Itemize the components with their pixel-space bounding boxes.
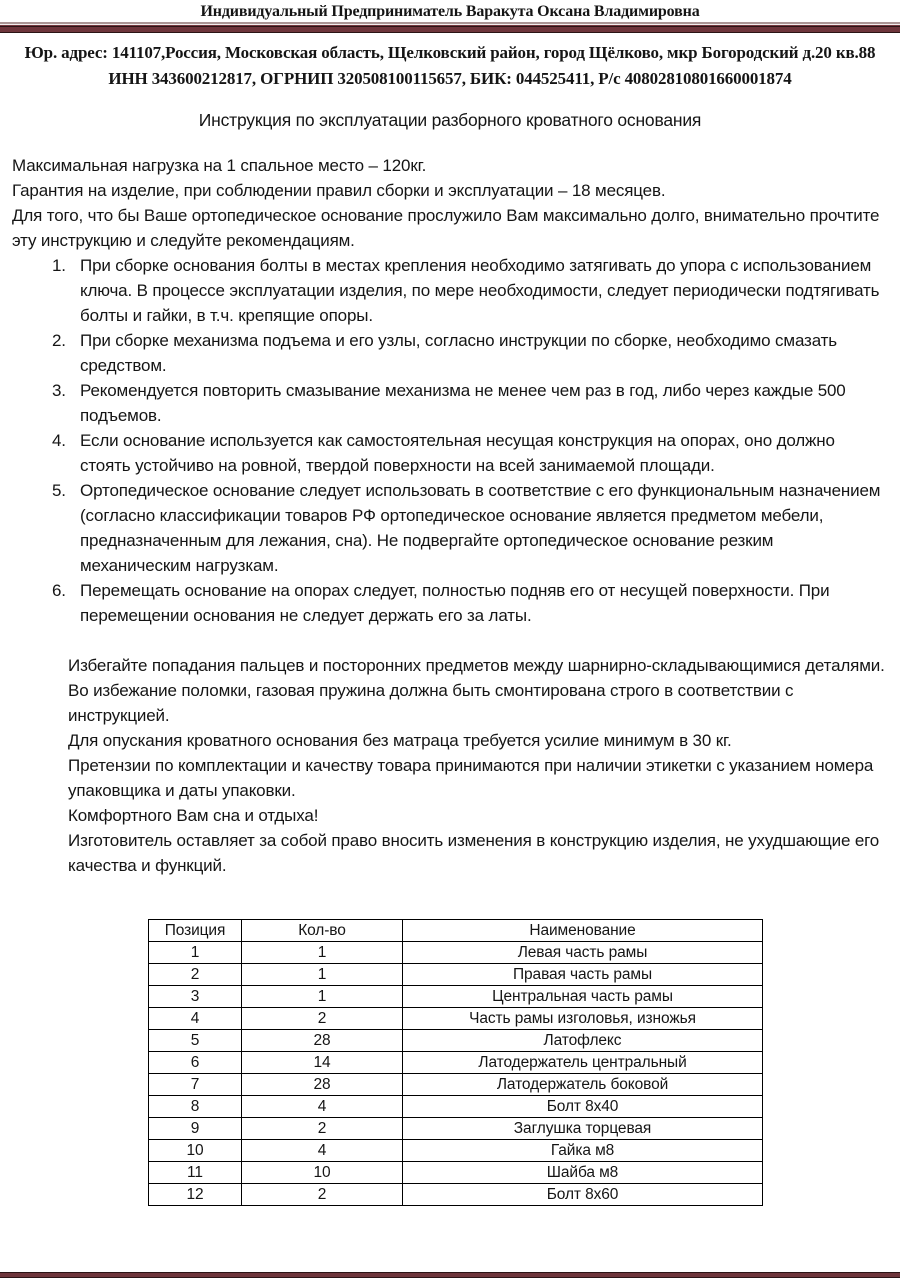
manufacturer-disclaimer: Изготовитель оставляет за собой право вносить изменения в конструкцию изделия, не ухудшающие его качества и функций. <box>68 831 880 875</box>
list-item-text: При сборке основания болты в местах крепления необходимо затягивать до упора с использованием ключа. В процессе эксплуатации изделия, по мере необходимости, следует периодически подтягивать болты и гайки, в т.ч. крепящие опоры. <box>80 256 880 325</box>
intro-max-load: Максимальная нагрузка на 1 спальное место – 120кг. <box>12 156 427 175</box>
org-name: Индивидуальный Предприниматель Варакута Оксана Владимировна <box>200 3 700 20</box>
table-row <box>149 1184 763 1206</box>
cell-name: Болт 8х60 <box>403 1184 763 1206</box>
cell-name: Центральная часть рамы <box>403 986 763 1008</box>
list-item-number: 1. <box>52 256 66 275</box>
column-header-quantity: Кол-во <box>242 920 403 942</box>
list-item <box>12 428 886 478</box>
cell-position: 12 <box>149 1184 242 1206</box>
rules-list <box>12 253 886 628</box>
column-header-name: Наименование <box>403 920 763 942</box>
list-item-number: 5. <box>52 481 66 500</box>
cell-quantity: 2 <box>242 1008 403 1030</box>
cell-position: 4 <box>149 1008 242 1030</box>
list-item-number: 6. <box>52 581 66 600</box>
list-item-text: Рекомендуется повторить смазывание механизма не менее чем раз в год, либо через каждые 500 подъемов. <box>80 381 846 425</box>
cell-quantity: 4 <box>242 1140 403 1162</box>
cell-position: 1 <box>149 942 242 964</box>
legal-address: Юр. адрес: 141107,Россия, Московская область, Щелковский район, город Щёлково, мкр Богородский д.20 кв.88 <box>24 43 876 62</box>
note-claims: Претензии по комплектации и качеству товара принимаются при наличии этикетки с указанием номера упаковщика и даты упаковки. <box>68 756 874 800</box>
cell-position: 11 <box>149 1162 242 1184</box>
cell-position: 8 <box>149 1096 242 1118</box>
table-header-row <box>149 920 763 942</box>
cell-quantity: 10 <box>242 1162 403 1184</box>
cell-quantity: 2 <box>242 1118 403 1140</box>
column-header-position: Позиция <box>149 920 242 942</box>
list-item-number: 4. <box>52 431 66 450</box>
list-item <box>12 578 886 628</box>
cell-name: Гайка м8 <box>403 1140 763 1162</box>
cell-name: Шайба м8 <box>403 1162 763 1184</box>
cell-name: Латодержатель центральный <box>403 1052 763 1074</box>
table-row <box>149 942 763 964</box>
cell-quantity: 28 <box>242 1074 403 1096</box>
table-row <box>149 1008 763 1030</box>
table-row <box>149 1052 763 1074</box>
note-lowering-force: Для опускания кроватного основания без матраца требуется усилие минимум в 30 кг. <box>68 731 732 750</box>
footer-rule <box>0 1272 900 1278</box>
cell-name: Латофлекс <box>403 1030 763 1052</box>
list-item-text: Перемещать основание на опорах следует, полностью подняв его от несущей поверхности. При перемещении основания не следует держать его за латы. <box>80 581 830 625</box>
list-item-text: Ортопедическое основание следует использовать в соответствие с его функциональным назначением (согласно классификации товаров РФ ортопедическое основание является предметом мебели, предназначенным для лежания, сна). Не подвергайте ортопедическое основание резким механическим нагрузкам. <box>80 481 881 575</box>
cell-position: 7 <box>149 1074 242 1096</box>
list-item <box>12 328 886 378</box>
requisites: ИНН 343600212817, ОГРНИП 320508100115657, БИК: 044525411, Р/с 40802810801660001874 <box>108 69 792 88</box>
cell-name: Заглушка торцевая <box>403 1118 763 1140</box>
table-row <box>149 1030 763 1052</box>
intro-read-carefully: Для того, что бы Ваше ортопедическое основание прослужило Вам максимально долго, внимательно прочтите эту инструкцию и следуйте рекомендациям. <box>12 206 880 250</box>
list-item <box>12 378 886 428</box>
table-row <box>149 1074 763 1096</box>
closing-wish: Комфортного Вам сна и отдыха! <box>68 806 319 825</box>
letterhead <box>0 0 900 89</box>
list-item-text: Если основание используется как самостоятельная несущая конструкция на опорах, оно должно стоять устойчиво на ровной, твердой поверхности на всей занимаемой площади. <box>80 431 835 475</box>
notes-block <box>12 653 886 803</box>
cell-position: 2 <box>149 964 242 986</box>
list-item-text: При сборке механизма подъема и его узлы, согласно инструкции по сборке, необходимо смазать средством. <box>80 331 837 375</box>
table-row <box>149 1096 763 1118</box>
cell-quantity: 28 <box>242 1030 403 1052</box>
cell-quantity: 1 <box>242 964 403 986</box>
cell-name: Латодержатель боковой <box>403 1074 763 1096</box>
table-row <box>149 1118 763 1140</box>
cell-name: Часть рамы изголовья, изножья <box>403 1008 763 1030</box>
cell-name: Левая часть рамы <box>403 942 763 964</box>
cell-quantity: 1 <box>242 986 403 1008</box>
cell-name: Правая часть рамы <box>403 964 763 986</box>
cell-position: 3 <box>149 986 242 1008</box>
cell-position: 5 <box>149 1030 242 1052</box>
table-row <box>149 964 763 986</box>
cell-quantity: 4 <box>242 1096 403 1118</box>
document-body <box>0 153 900 878</box>
list-item <box>12 253 886 328</box>
cell-quantity: 14 <box>242 1052 403 1074</box>
table-row <box>149 1140 763 1162</box>
table-row <box>149 1162 763 1184</box>
document-title: Инструкция по эксплуатации разборного кроватного основания <box>198 110 702 130</box>
cell-position: 9 <box>149 1118 242 1140</box>
list-item <box>12 478 886 578</box>
parts-table <box>148 919 763 1206</box>
cell-name: Болт 8х40 <box>403 1096 763 1118</box>
note-pinch-warning: Избегайте попадания пальцев и посторонних предметов между шарнирно-складывающимися деталями. Во избежание поломки, газовая пружина должна быть смонтирована строго в соответствии с инструкцией. <box>68 656 885 725</box>
cell-position: 10 <box>149 1140 242 1162</box>
cell-position: 6 <box>149 1052 242 1074</box>
table-row <box>149 986 763 1008</box>
cell-quantity: 2 <box>242 1184 403 1206</box>
list-item-number: 2. <box>52 331 66 350</box>
intro-warranty: Гарантия на изделие, при соблюдении правил сборки и эксплуатации – 18 месяцев. <box>12 181 666 200</box>
header-rule <box>0 22 900 33</box>
list-item-number: 3. <box>52 381 66 400</box>
cell-quantity: 1 <box>242 942 403 964</box>
